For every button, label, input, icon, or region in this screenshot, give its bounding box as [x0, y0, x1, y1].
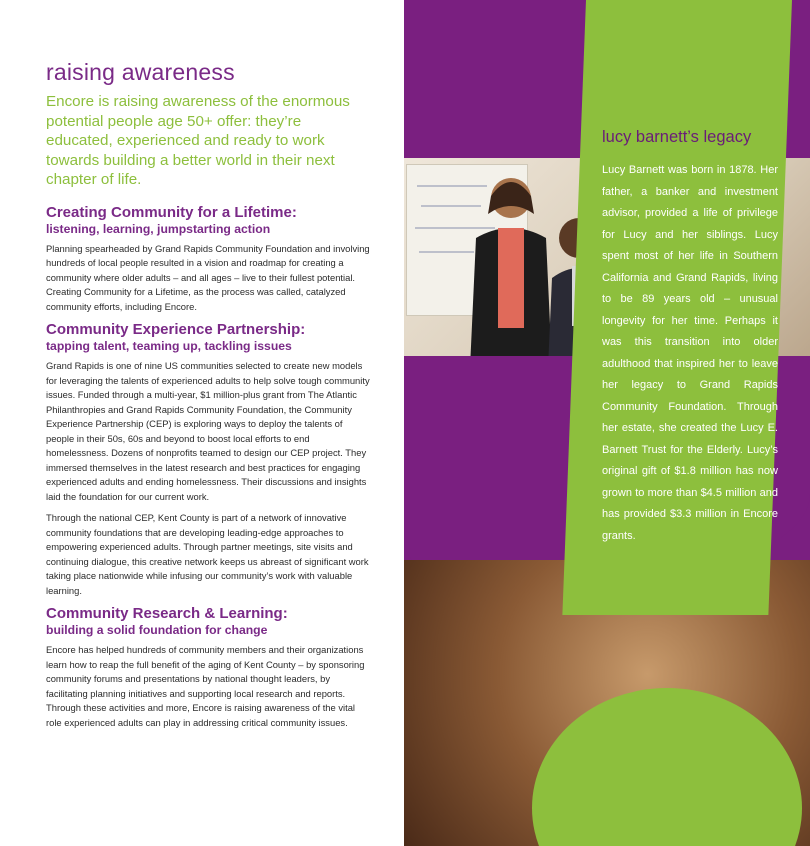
sidebar-panel — [404, 0, 810, 846]
section-subheading: tapping talent, teaming up, tackling issues — [46, 339, 292, 353]
section-creating-community — [46, 204, 372, 315]
legacy-body: Lucy Barnett was born in 1878. Her father, a banker and investment advisor, provided a life of privilege for Lucy and her siblings. Lucy spent most of her life in Southern California and Grand Rapids, living to be 89 years old – unusual longevity for her time. Perhaps it was this transition into older adulthood that inspired her to leave her legacy to Grand Rapids Community Foundation. Through her estate, she created the Lucy E. Barnett Trust for the Elderly. Lucy’s original gift of $1.8 million has now grown to more than $4.5 million and has provided $3.3 million in Encore grants. — [602, 164, 778, 542]
section-paragraph: Encore has helped hundreds of community members and their organizations learn how to reap the full benefit of the aging of Kent County – by sponsoring community forums and presentations by national thought leaders, by facilitating planning initiatives and supporting local research and reports. Through these activities and more, Encore is raising awareness of the vital role experienced adults can play in addressing critical community issues. — [46, 644, 365, 728]
legacy-callout — [602, 126, 778, 547]
section-paragraph: Grand Rapids is one of nine US communities selected to create new models for leveraging the talents of experienced adults to help solve tough community issues. Funded through a multi-year, $1 million-plus grant from The Atlantic Philanthropies and Grand Rapids Community Foundation, the Community Experience Partnership (CEP) is exploring ways to deploy the talents of people in their 50s, 60s and beyond to boost local efforts to end homelessness. Dozens of nonprofits teamed to design our CEP project. They immersed themselves in the latest research and best practices for engaging experienced adults and ending homelessness. Their discussions and insights laid the foundation for our current work. — [46, 360, 370, 502]
section-heading: Community Research & Learning: — [46, 605, 288, 622]
lead-paragraph: Encore is raising awareness of the enormous potential people age 50+ offer: they’re educated, experienced and ready to work towards building a better world in their next chapter of life. — [46, 93, 350, 188]
legacy-title: lucy barnett’s legacy — [602, 128, 752, 146]
section-paragraph: Through the national CEP, Kent County is part of a network of innovative community foundations that are developing leading-edge approaches to empowering experienced adults. Through partner meetings, site visits and continuing dialogue, this creative network keeps us abreast of significant work taking place nationwide while infusing our community’s work with valuable learning. — [46, 512, 369, 596]
section-paragraph: Planning spearheaded by Grand Rapids Community Foundation and involving hundreds of local people resulted in a vision and roadmap for creating a community where older adults – and all ages – live to their fullest potential. Creating Community for a Lifetime, as the process was called, catalyzed community efforts, including Encore. — [46, 242, 370, 312]
section-experience-partnership — [46, 321, 372, 598]
main-column — [0, 0, 404, 846]
section-heading: Creating Community for a Lifetime: — [46, 203, 297, 221]
article — [46, 58, 372, 737]
section-subheading: building a solid foundation for change — [46, 623, 268, 637]
section-subheading: listening, learning, jumpstarting action — [46, 221, 271, 236]
section-research-learning — [46, 605, 372, 730]
page-title: raising awareness — [46, 59, 235, 85]
section-heading: Community Experience Partnership: — [46, 321, 306, 338]
